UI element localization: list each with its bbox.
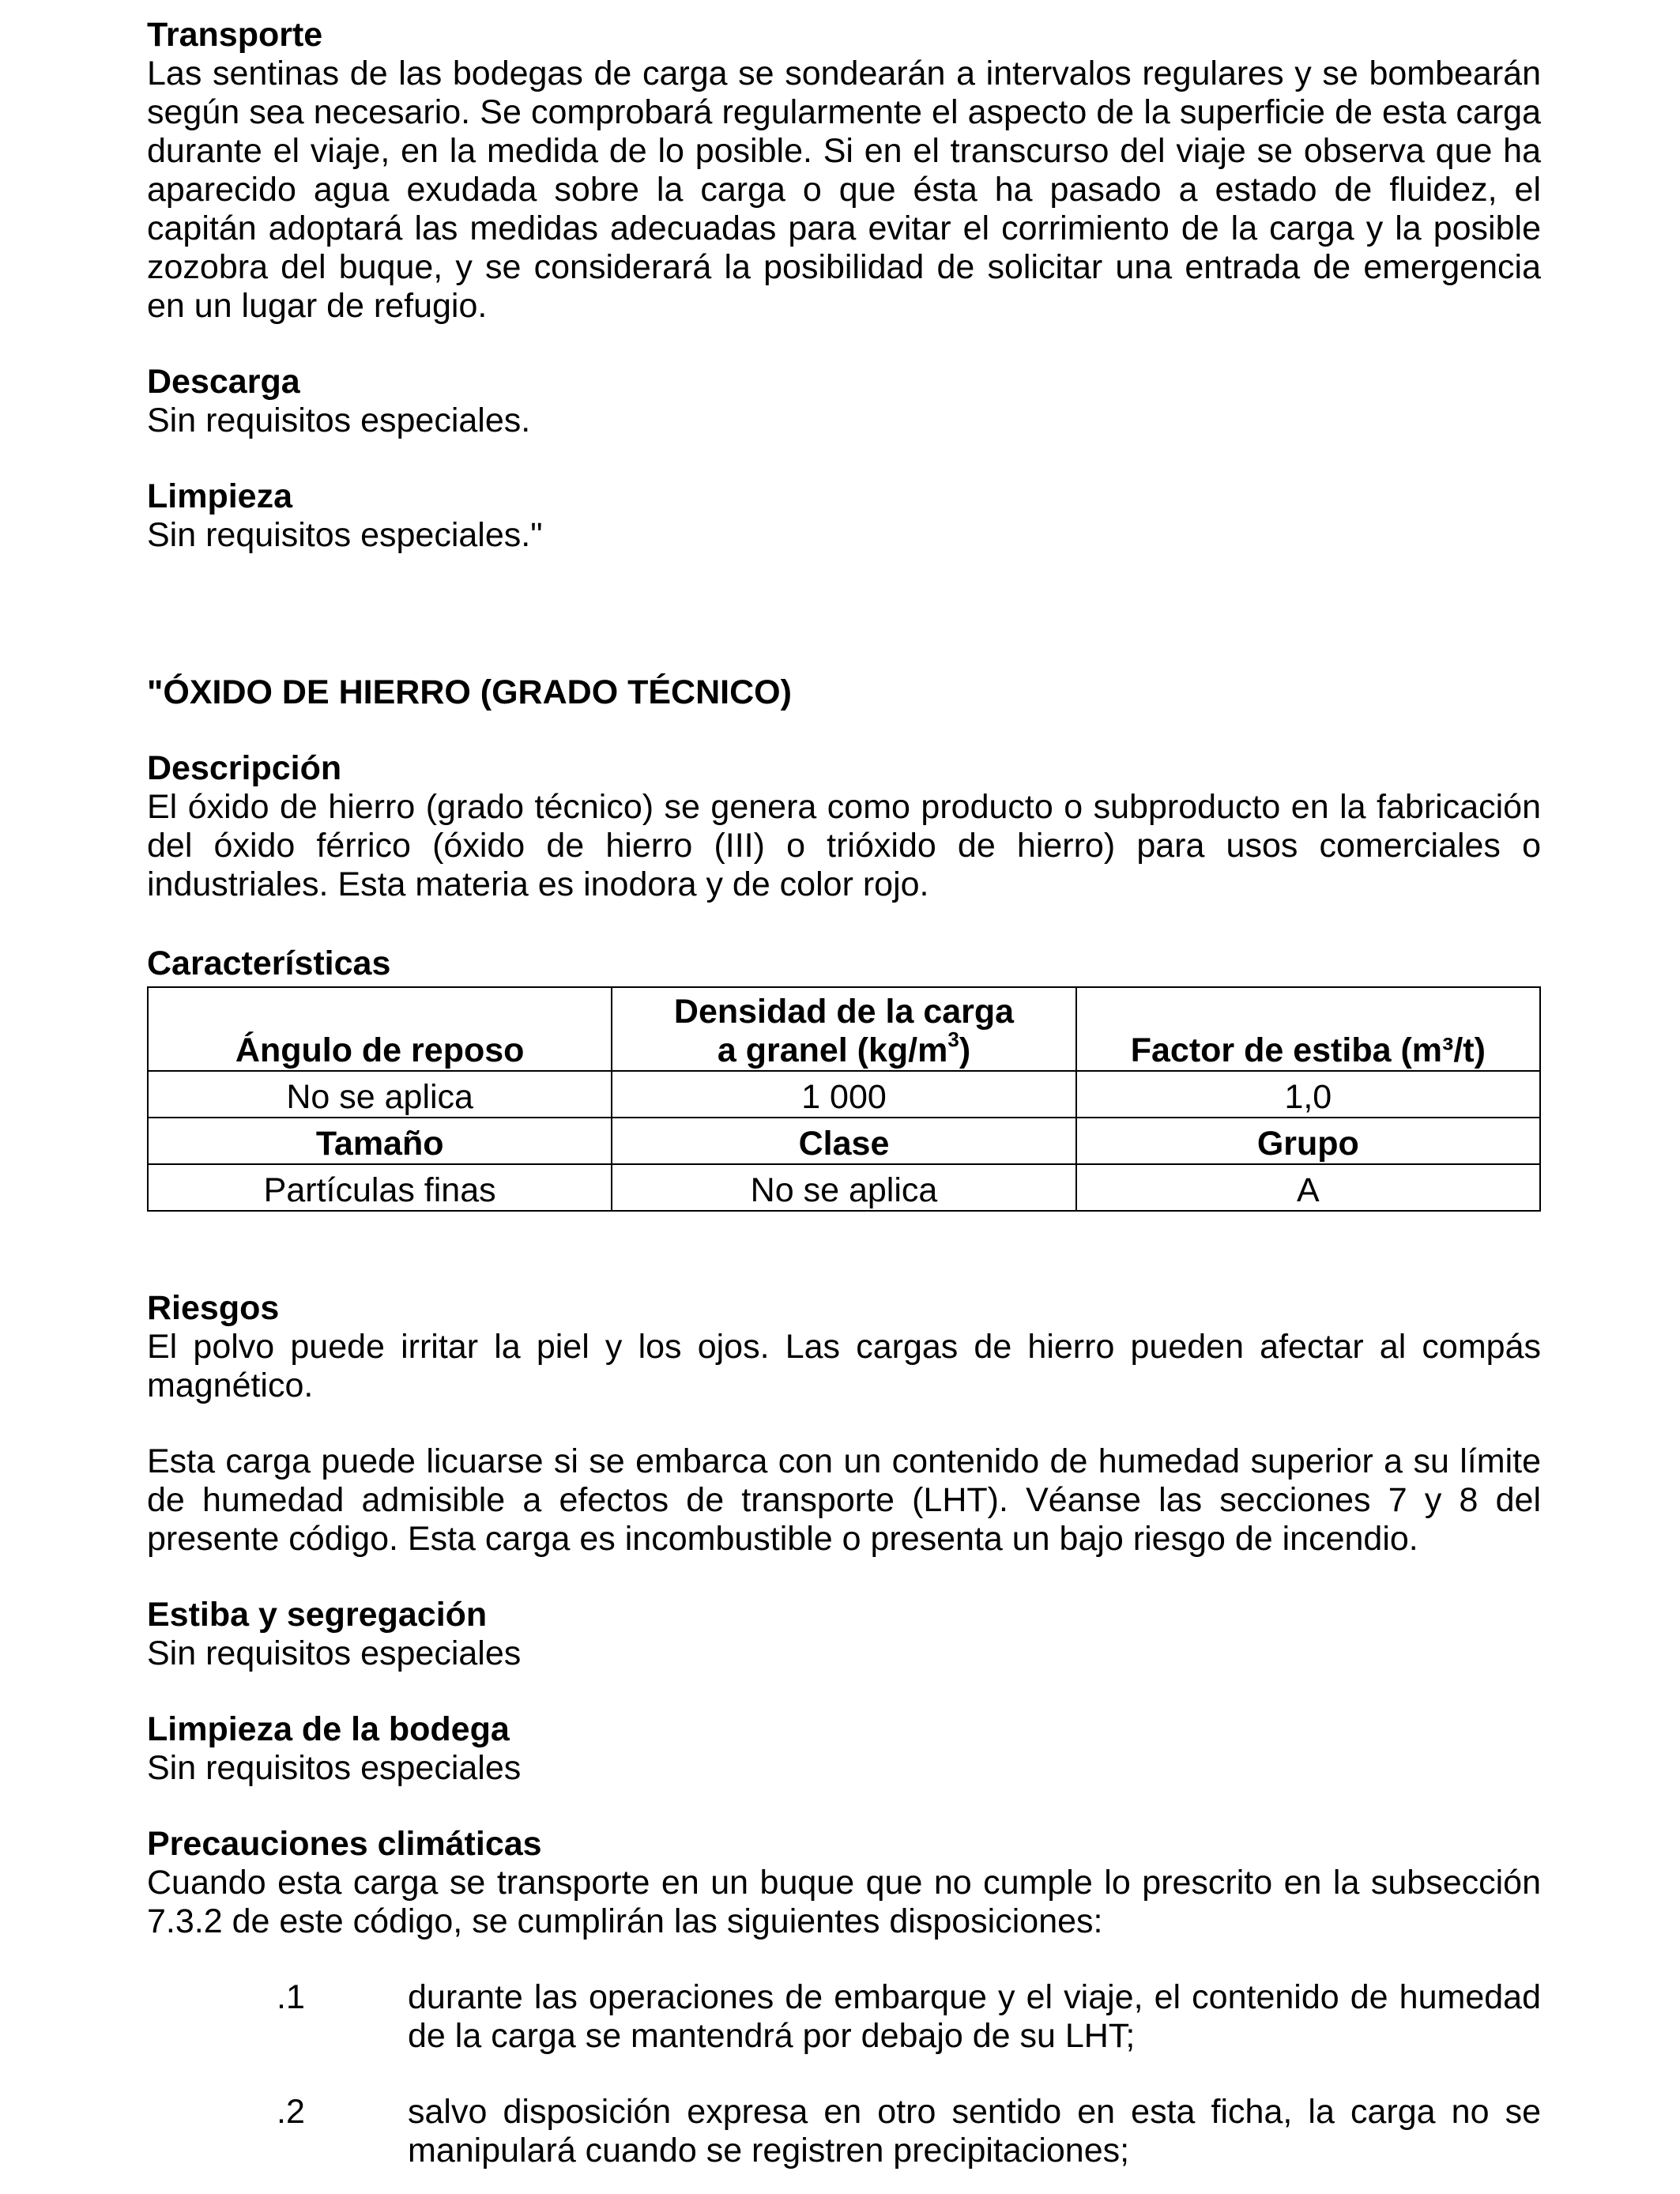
table-cell: No se aplica [148,1071,612,1118]
table-header-row [148,987,1540,1071]
precauciones-paragraph: Cuando esta carga se transporte en un buque que no cumple lo prescrito en la subsección 7.3.2 de este código, se cumplirán las siguientes disposiciones: [147,1864,1541,1940]
list-item-text: durante las operaciones de embarque y el viaje, el contenido de humedad de la carga se mantendrá por debajo de su LHT; [408,1978,1541,2055]
section-heading-riesgos: Riesgos [147,1289,280,1327]
entry-title: "ÓXIDO DE HIERRO (GRADO TÉCNICO) [147,673,792,711]
table-subheader-cell: Tamaño [148,1118,612,1164]
header-densidad-line2: a granel (kg/m [717,1031,948,1069]
table-subheader-cell: Clase [612,1118,1075,1164]
table-row [148,1164,1540,1211]
section-heading-precauciones: Precauciones climáticas [147,1825,542,1863]
riesgos-paragraph-1: El polvo puede irritar la piel y los ojos. Las cargas de hierro pueden afectar al compás magnético. [147,1328,1541,1404]
list-item-text: salvo disposición expresa en otro sentido en esta ficha, la carga no se manipulará cuando se registren precipitaciones; [408,2093,1541,2169]
header-cell-densidad [612,987,1075,1071]
header-densidad-superscript: 3 [947,1027,959,1051]
section-heading-limpieza: Limpieza [147,477,292,515]
transporte-paragraph: Las sentinas de las bodegas de carga se sondearán a intervalos regulares y se bombearán según sea necesario. Se comprobará regularmente el aspecto de la superficie de esta carga durante el viaje, en la medida de lo posible. Si en el transcurso del viaje se observa que ha aparecido agua exudada sobre la carga o que ésta ha pasado a estado de fluidez, el capitán adoptará las medidas adecuadas para evitar el corrimiento de la carga y la posible zozobra del buque, y se considerará la posibilidad de solicitar una entrada de emergencia en un lugar de refugio. [147,55,1541,325]
descarga-paragraph: Sin requisitos especiales. [147,401,531,439]
list-item [147,2093,1541,2170]
document-page [147,16,1541,2170]
list-item [147,1978,1541,2056]
characteristics-table [147,986,1541,1212]
header-cell-angulo: Ángulo de reposo [148,987,612,1071]
list-item-number: .2 [277,2093,305,2131]
table-subheader-cell: Grupo [1076,1118,1540,1164]
table-cell: Partículas finas [148,1164,612,1211]
table-cell: 1,0 [1076,1071,1540,1118]
list-item-number: .1 [277,1978,305,2016]
header-cell-factor: Factor de estiba (m³/t) [1076,987,1540,1071]
table-cell: No se aplica [612,1164,1075,1211]
header-densidad-close: ) [959,1031,971,1069]
table-cell: A [1076,1164,1540,1211]
section-heading-estiba: Estiba y segregación [147,1596,488,1634]
estiba-paragraph: Sin requisitos especiales [147,1634,522,1672]
table-row [148,1118,1540,1164]
section-heading-descripcion: Descripción [147,749,342,787]
section-heading-limpieza-bodega: Limpieza de la bodega [147,1710,510,1748]
table-cell: 1 000 [612,1071,1075,1118]
section-heading-descarga: Descarga [147,363,300,401]
descripcion-paragraph: El óxido de hierro (grado técnico) se genera como producto o subproducto en la fabricación del óxido férrico (óxido de hierro (III) o trióxido de hierro) para usos comerciales o industriales. Esta materia es inodora y de color rojo. [147,788,1541,903]
header-densidad-line1: Densidad de la carga [673,993,1015,1031]
section-heading-caracteristicas: Características [147,944,391,982]
limpieza-paragraph: Sin requisitos especiales." [147,516,543,554]
table-row [148,1071,1540,1118]
riesgos-paragraph-2: Esta carga puede licuarse si se embarca con un contenido de humedad superior a su límite de humedad admisible a efectos de transporte (LHT). Véanse las secciones 7 y 8 del presente código. Esta carga es incombustible o presenta un bajo riesgo de incendio. [147,1442,1541,1558]
limpieza-bodega-paragraph: Sin requisitos especiales [147,1749,522,1787]
section-heading-transporte: Transporte [147,16,323,54]
